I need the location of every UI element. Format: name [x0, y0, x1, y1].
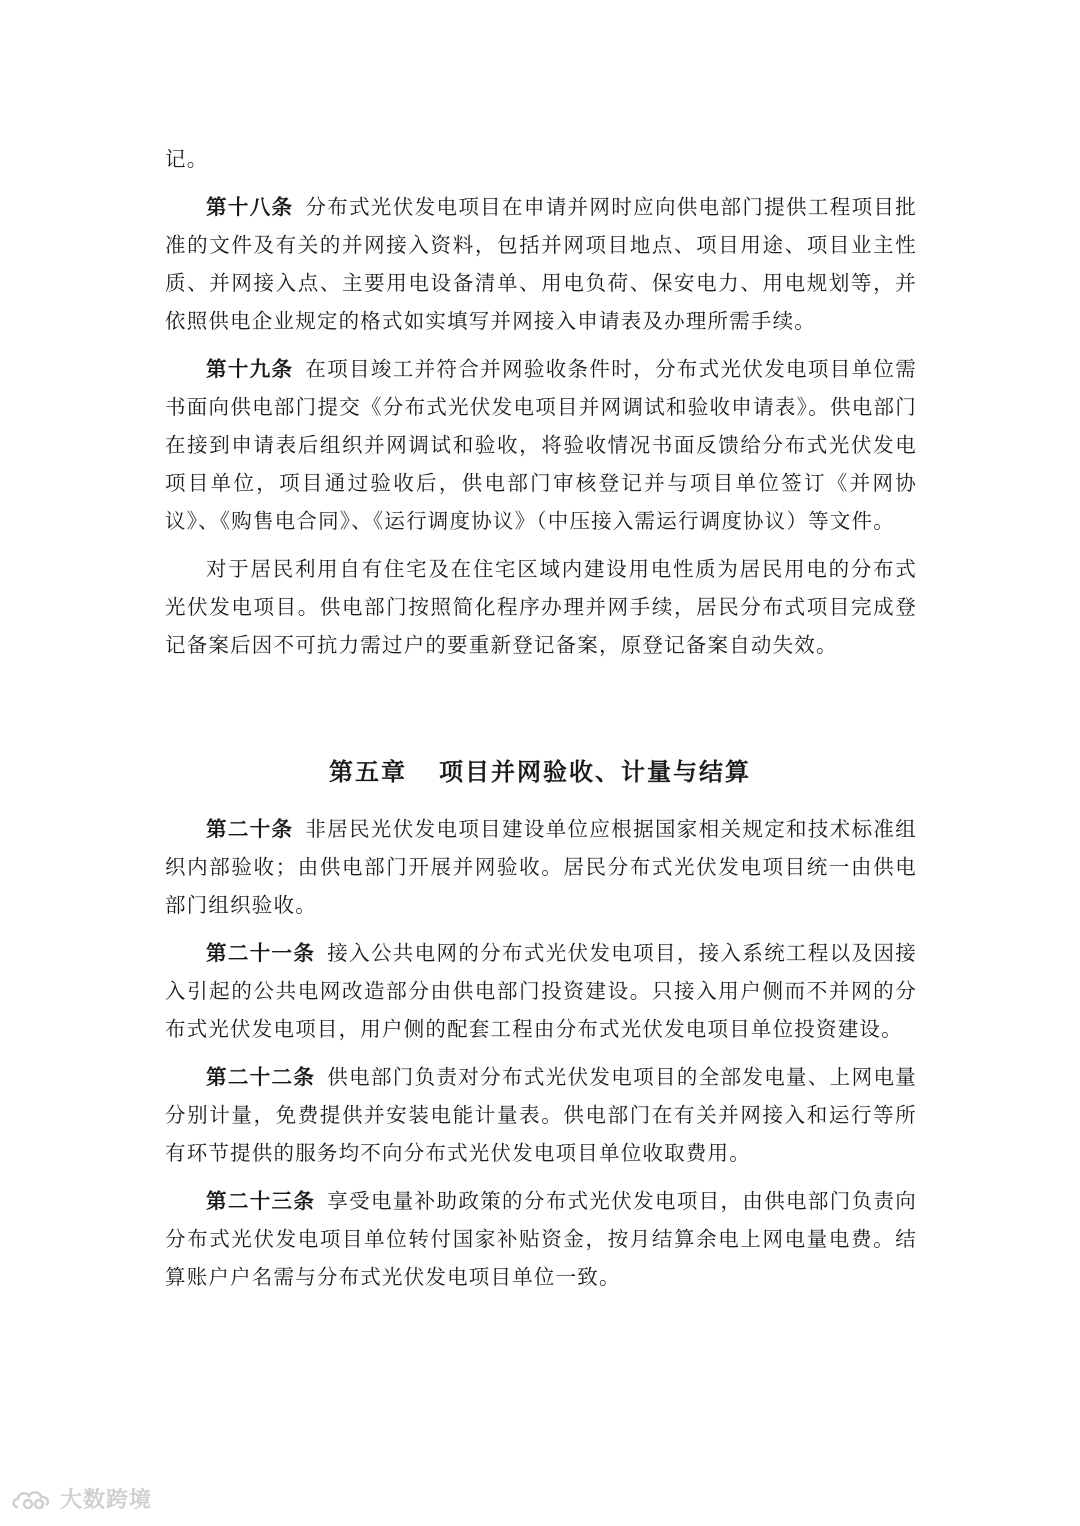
article-21 — [165, 934, 917, 1048]
article-label: 第二十条 — [206, 817, 294, 841]
article-label: 第二十二条 — [206, 1065, 316, 1089]
watermark — [10, 1483, 152, 1514]
article-label: 第二十一条 — [206, 941, 316, 965]
article-body: 非居民光伏发电项目建设单位应根据国家相关规定和技术标准组织内部验收；由供电部门开展并网验收。居民分布式光伏发电项目统一由供电部门组织验收。 — [165, 817, 917, 917]
article-label: 第十九条 — [206, 357, 294, 381]
article-20 — [165, 810, 917, 924]
top-text-block — [165, 140, 917, 664]
article-body: 供电部门负责对分布式光伏发电项目的全部发电量、上网电量分别计量，免费提供并安装电能计量表。供电部门在有关并网接入和运行等所有环节提供的服务均不向分布式光伏发电项目单位收取费用。 — [165, 1065, 918, 1165]
article-body: 接入公共电网的分布式光伏发电项目，接入系统工程以及因接入引起的公共电网改造部分由供电部门投资建设。只接入用户侧而不并网的分布式光伏发电项目，用户侧的配套工程由分布式光伏发电项目单位投资建设。 — [165, 941, 918, 1041]
chapter-heading — [0, 752, 1080, 787]
bottom-text-block — [165, 810, 917, 1296]
article-19 — [165, 350, 917, 540]
chapter-number: 第五章 — [329, 758, 407, 786]
article-label: 第十八条 — [206, 195, 294, 219]
article-body: 分布式光伏发电项目在申请并网时应向供电部门提供工程项目批准的文件及有关的并网接入资料，包括并网项目地点、项目用途、项目业主性质、并网接入点、主要用电设备清单、用电负荷、保安电力、用电规划等，并依照供电企业规定的格式如实填写并网接入申请表及办理所需手续。 — [165, 195, 917, 333]
chapter-title: 项目并网验收、计量与结算 — [439, 758, 751, 786]
article-body: 在项目竣工并符合并网验收条件时，分布式光伏发电项目单位需书面向供电部门提交《分布式光伏发电项目并网调试和验收申请表》。供电部门在接到申请表后组织并网调试和验收，将验收情况书面反馈给分布式光伏发电项目单位，项目通过验收后，供电部门审核登记并与项目单位签订《并网协议》、《购售电合同》、《运行调度协议》（中压接入需运行调度协议）等文件。 — [165, 357, 917, 533]
article-body: 享受电量补助政策的分布式光伏发电项目，由供电部门负责向分布式光伏发电项目单位转付国家补贴资金，按月结算余电上网电量电费。结算账户户名需与分布式光伏发电项目单位一致。 — [165, 1189, 918, 1289]
article-18 — [165, 188, 917, 340]
watermark-text: 大数跨境 — [60, 1488, 153, 1513]
residential-paragraph: 对于居民利用自有住宅及在住宅区域内建设用电性质为居民用电的分布式光伏发电项目。供电部门按照简化程序办理并网手续，居民分布式项目完成登记备案后因不可抗力需过户的要重新登记备案，原登记备案自动失效。 — [165, 557, 917, 657]
article-22 — [165, 1058, 917, 1172]
article-label: 第二十三条 — [206, 1189, 316, 1213]
cloud-logo-icon — [10, 1485, 56, 1513]
continuation-line: 记。 — [165, 147, 209, 171]
article-23 — [165, 1182, 917, 1296]
